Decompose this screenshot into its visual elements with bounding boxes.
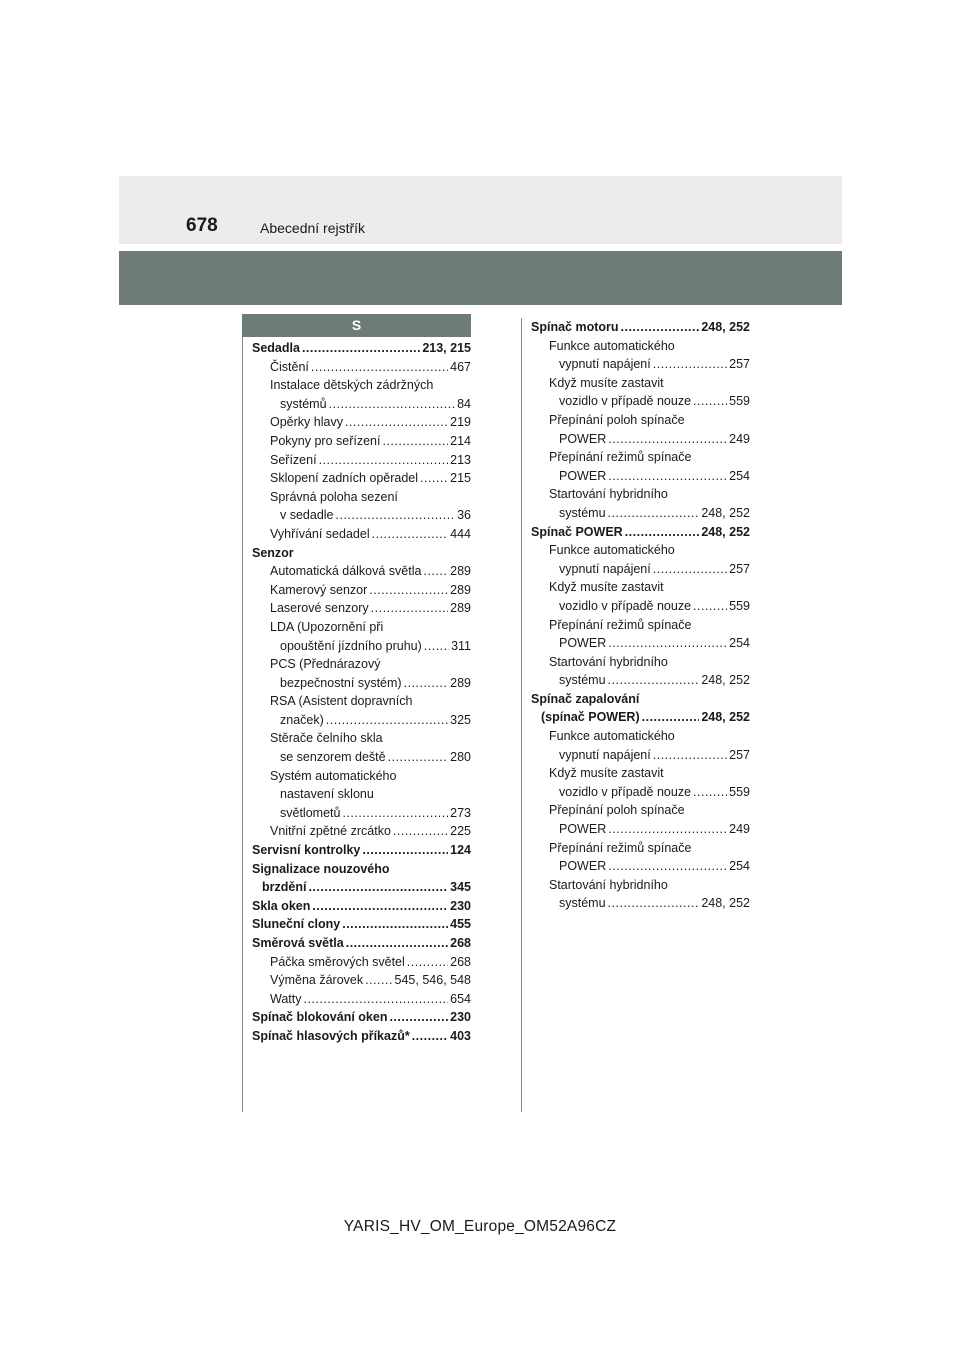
index-entry-page: 248, 252 [701,710,750,725]
index-entry [531,448,750,467]
index-entry-page: 289 [450,675,471,690]
index-entry-page: 280 [450,750,471,765]
dot-leader [693,392,727,411]
index-entry-page: 545, 546, 548 [394,973,471,988]
dot-leader [369,581,448,600]
page-number: 678 [186,215,218,236]
index-entry [531,764,750,783]
index-entry [531,411,750,430]
index-entry-page: 257 [729,357,750,372]
index-entry-page: 213 [450,452,471,467]
dot-leader [302,339,420,358]
index-entry [252,971,471,990]
index-entry-term: brzdění [262,880,307,895]
index-entry-term: nastavení sklonu [280,787,374,802]
index-entry-term: LDA (Upozornění při [270,619,384,634]
index-entry-term: Signalizace nouzového [252,861,390,876]
index-entry-term: Startování hybridního [549,877,668,892]
index-entry-page: 248, 252 [701,505,750,520]
dot-leader [336,506,456,525]
index-entry-term: Spínač POWER [531,524,623,539]
dot-leader [365,971,392,990]
dot-leader [423,562,448,581]
index-entry-term: POWER [559,636,607,651]
index-entry [531,374,750,393]
index-entry [531,467,750,486]
index-entry-term: značek) [280,712,324,727]
index-entry-term: RSA (Asistent dopravních [270,694,413,709]
index-entry-term: se senzorem deště [280,750,386,765]
index-entry [252,897,471,916]
index-entry-term: Spínač motoru [531,320,619,334]
index-entry-term: Pokyny pro seřízení [270,433,381,448]
index-entry-page: 403 [450,1028,471,1043]
dot-leader [424,637,449,656]
dot-leader [312,897,448,916]
index-entry [531,820,750,839]
index-entry-term: POWER [559,822,607,837]
dot-leader [362,841,448,860]
index-entry [252,618,471,637]
dot-leader [407,953,448,972]
index-entry [252,1027,471,1046]
index-entry [531,876,750,895]
index-entry-term: systému [559,505,606,520]
index-entry-term: Sedadla [252,341,300,355]
dot-leader [653,746,727,765]
index-entry-page: 254 [729,636,750,651]
index-entry-term: POWER [559,431,607,446]
index-entry-term: vypnutí napájení [559,747,651,762]
index-entry-page: 444 [450,526,471,541]
index-entry [252,804,471,823]
index-entry [252,860,471,879]
index-entry-page: 345 [450,880,471,895]
index-entry [252,674,471,693]
dot-leader [308,878,448,897]
index-entry-term: Správná poloha sezení [270,489,398,504]
index-entry [531,560,750,579]
index-entry [252,488,471,507]
dot-leader [625,523,700,542]
dot-leader [388,748,449,767]
index-entry [252,878,471,897]
index-entry [531,801,750,820]
index-entry-term: Když musíte zastavit [549,580,664,595]
index-entry-page: 559 [729,784,750,799]
index-entry-term: Seřízení [270,452,317,467]
index-entry [531,523,750,542]
dot-leader [608,634,727,653]
dot-leader [693,783,727,802]
index-entry-term: Sklopení zadních opěradel [270,471,419,486]
index-entry [531,504,750,523]
index-entry-page: 248, 252 [701,896,750,911]
index-entry-page: 248, 252 [701,524,750,539]
index-entry-page: 230 [450,1010,471,1025]
index-entry [252,841,471,860]
index-entry [531,746,750,765]
index-entry-term: Spínač hlasových příkazů* [252,1028,410,1043]
index-entry [531,857,750,876]
index-entry [531,783,750,802]
dot-leader [608,467,727,486]
index-entry [531,839,750,858]
index-entry [252,822,471,841]
index-entry-page: 254 [729,468,750,483]
index-entry [252,785,471,804]
index-entry [531,318,750,337]
index-entry-term: vozidlo v případě nouze [559,394,692,409]
index-entry-page: 248, 252 [701,673,750,688]
index-entry [531,578,750,597]
index-entry [252,506,471,525]
dot-leader [412,1027,448,1046]
index-entry-page: 230 [450,898,471,913]
index-entry-page: 219 [450,415,471,430]
index-entry [252,692,471,711]
index-entry-term: Kamerový senzor [270,582,368,597]
dot-leader [345,413,448,432]
index-entry-term: Přepínání režimů spínače [549,840,692,855]
dot-leader [342,804,448,823]
index-entry [531,653,750,672]
dot-leader [608,671,700,690]
index-entry-term: Servisní kontrolky [252,843,361,858]
index-entry-term: Přepínání poloh spínače [549,412,685,427]
dot-leader [342,915,448,934]
index-entry-page: 213, 215 [422,341,471,355]
index-entry [252,562,471,581]
index-entry-term: Když musíte zastavit [549,375,664,390]
index-entry [252,953,471,972]
index-entry-term: POWER [559,468,607,483]
index-entry-page: 289 [450,564,471,579]
column-divider-middle [521,318,522,1112]
index-entry [252,358,471,377]
index-entry-page: 467 [450,359,471,374]
dot-leader [621,318,700,337]
index-entry-term: Startování hybridního [549,654,668,669]
index-entry-page: 559 [729,394,750,409]
dot-leader [608,430,727,449]
index-entry-term: systému [559,896,606,911]
index-entry [252,655,471,674]
index-entry [252,376,471,395]
index-entry-page: 248, 252 [701,320,750,334]
index-entry-term: opouštění jízdního pruhu) [280,638,422,653]
dot-leader [319,451,449,470]
index-entry-term: Spínač blokování oken [252,1010,388,1025]
index-entry-term: systémů [280,396,327,411]
index-entry [252,339,471,358]
index-entry-term: Sluneční clony [252,917,341,932]
index-entry-term: Laserové senzory [270,601,369,616]
index-entry-term: Instalace dětských zádržných [270,378,434,393]
index-entry-term: vozidlo v případě nouze [559,598,692,613]
index-entry-term: Směrová světla [252,936,344,950]
index-entry-term: vypnutí napájení [559,561,651,576]
index-column-right [531,318,750,913]
index-entry-page: 311 [451,638,471,653]
index-entry-term: Výměna žárovek [270,973,364,988]
index-entry-page: 268 [450,954,471,969]
index-entry [252,637,471,656]
index-letter-tab: S [242,314,471,337]
header-dark-band [119,251,842,305]
index-entry [531,708,750,727]
dot-leader [404,674,449,693]
dot-leader [393,822,448,841]
index-entry [531,690,750,709]
dot-leader [371,599,448,618]
index-entry-term: Vyhřívání sedadel [270,526,370,541]
index-entry [252,469,471,488]
index-entry-page: 215 [450,471,471,486]
index-entry-term: světlometů [280,805,341,820]
index-entry-term: PCS (Přednárazový [270,657,381,672]
index-entry-term: Senzor [252,545,294,560]
dot-leader [389,1008,448,1027]
dot-leader [653,560,727,579]
header-band [119,176,842,244]
index-entry [252,451,471,470]
dot-leader [329,395,456,414]
index-entry [252,395,471,414]
dot-leader [326,711,448,730]
index-entry-page: 225 [450,824,471,839]
index-entry-term: vozidlo v případě nouze [559,784,692,799]
index-entry [531,616,750,635]
index-entry [531,894,750,913]
index-entry-term: Systém automatického [270,768,397,783]
index-entry-page: 257 [729,561,750,576]
index-entry [252,767,471,786]
index-entry-term: Stěrače čelního skla [270,731,383,746]
index-entry [252,934,471,953]
dot-leader [303,990,448,1009]
index-entry-page: 254 [729,859,750,874]
index-entry [252,1008,471,1027]
index-entry [531,485,750,504]
index-entry [252,915,471,934]
index-entry [531,430,750,449]
index-entry-term: Přepínání režimů spínače [549,450,692,465]
index-entry [531,337,750,356]
index-column-left [252,339,471,1046]
column-divider-left [242,337,243,1112]
index-entry-page: 249 [729,822,750,837]
index-entry [531,355,750,374]
dot-leader [642,708,700,727]
index-entry-page: 273 [450,805,471,820]
dot-leader [693,597,727,616]
index-entry-page: 289 [450,582,471,597]
index-entry-term: Funkce automatického [549,543,675,558]
index-entry-term: POWER [559,859,607,874]
dot-leader [608,820,727,839]
index-entry-term: Přepínání režimů spínače [549,617,692,632]
index-entry [531,671,750,690]
index-entry-term: (spínač POWER) [541,710,640,725]
index-entry [252,432,471,451]
index-entry-page: 257 [729,747,750,762]
index-entry [252,729,471,748]
index-entry-term: Vnitřní zpětné zrcátko [270,824,391,839]
dot-leader [311,358,448,377]
index-entry-page: 559 [729,598,750,613]
index-entry-term: systému [559,673,606,688]
index-entry-page: 654 [450,991,471,1006]
dot-leader [608,857,727,876]
index-entry-term: Startování hybridního [549,487,668,502]
index-entry-term: Když musíte zastavit [549,766,664,781]
index-entry-term: Skla oken [252,898,311,913]
index-entry-term: Opěrky hlavy [270,415,343,430]
dot-leader [382,432,448,451]
section-title: Abecední rejstřík [260,220,366,236]
dot-leader [653,355,727,374]
index-entry [252,711,471,730]
index-entry-term: Přepínání poloh spínače [549,803,685,818]
index-entry-term: vypnutí napájení [559,357,651,372]
index-entry-page: 214 [450,433,471,448]
dot-leader [346,934,448,953]
index-entry [531,392,750,411]
index-entry-page: 124 [450,843,471,858]
index-entry-page: 268 [450,936,471,950]
index-entry-page: 325 [450,712,471,727]
index-entry-term: Automatická dálková světla [270,564,422,579]
index-entry-term: Funkce automatického [549,729,675,744]
index-entry-page: 455 [450,917,471,932]
footer-document-code: YARIS_HV_OM_Europe_OM52A96CZ [343,1218,617,1235]
index-entry-term: Čistění [270,359,309,374]
dot-leader [420,469,448,488]
dot-leader [372,525,449,544]
index-entry-term: Watty [270,991,302,1006]
index-entry [252,544,471,563]
index-entry [252,413,471,432]
index-entry [531,727,750,746]
index-entry-page: 289 [450,601,471,616]
index-entry [252,748,471,767]
index-entry-page: 84 [457,396,471,411]
index-entry [252,581,471,600]
index-entry-term: Páčka směrových světel [270,954,405,969]
index-entry [531,541,750,560]
index-entry-term: bezpečnostní systém) [280,675,402,690]
index-entry [252,599,471,618]
dot-leader [608,894,700,913]
index-entry [252,525,471,544]
index-entry [531,634,750,653]
dot-leader [608,504,700,523]
index-entry [252,990,471,1009]
index-entry-term: Spínač zapalování [531,691,640,706]
index-entry [531,597,750,616]
index-entry-term: v sedadle [280,508,334,523]
index-entry-page: 249 [729,431,750,446]
index-entry-page: 36 [457,508,471,523]
index-entry-term: Funkce automatického [549,338,675,353]
